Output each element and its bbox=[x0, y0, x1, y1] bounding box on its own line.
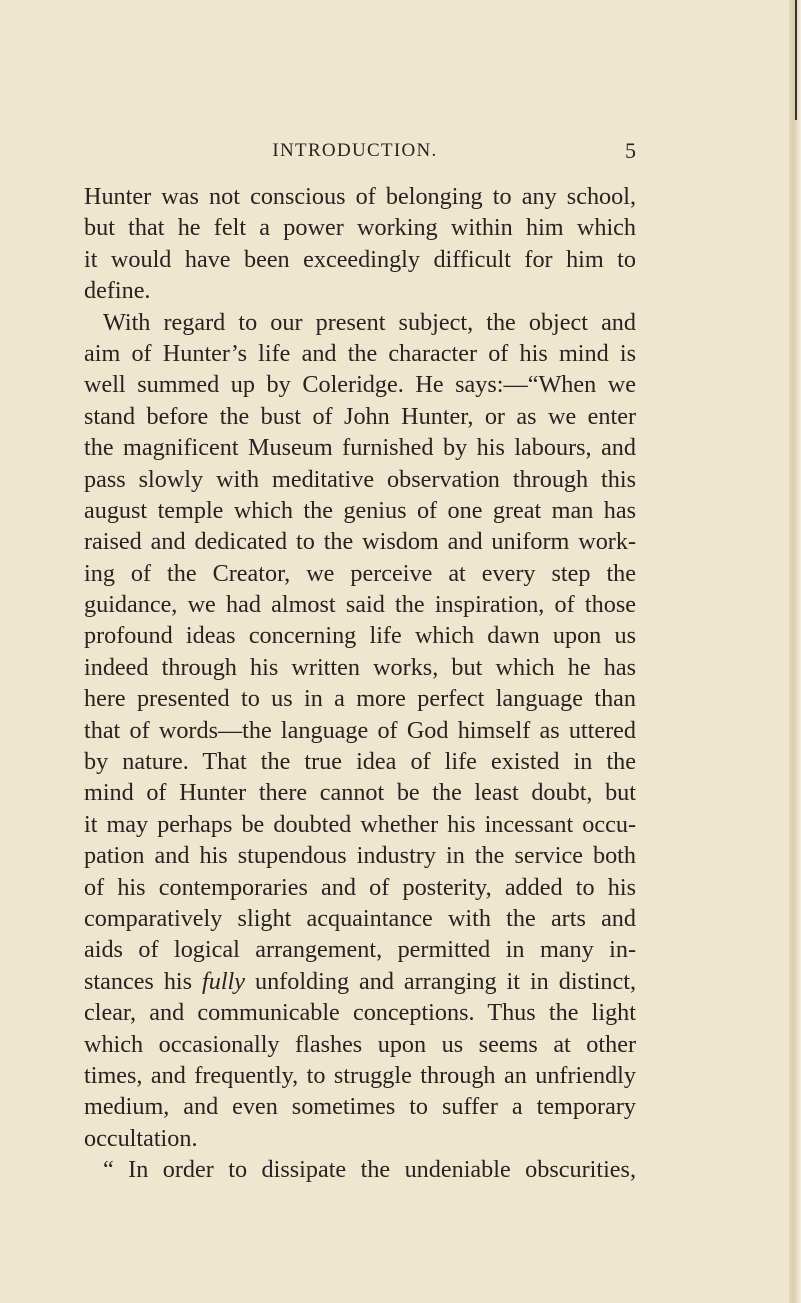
text-line: pass slowly with meditative observation through this bbox=[84, 465, 636, 493]
text-line: but that he felt a power working within him which bbox=[84, 214, 636, 242]
running-head-title: INTRODUCTION. bbox=[272, 140, 438, 161]
text-line: pation and his stupendous industry in the service both bbox=[84, 842, 636, 870]
text-line: times, and frequently, to struggle through an unfriendly bbox=[84, 1061, 636, 1089]
text-line: by nature. That the true idea of life existed in the bbox=[84, 748, 636, 776]
page-edge bbox=[789, 0, 801, 1303]
text-line: guidance, we had almost said the inspiration, of those bbox=[84, 591, 636, 619]
body-text bbox=[84, 181, 636, 1186]
text-line: mind of Hunter there cannot be the least doubt, but bbox=[84, 779, 636, 807]
text-line: occultation. bbox=[84, 1124, 198, 1152]
page-number: 5 bbox=[625, 138, 636, 163]
text-line: define. bbox=[84, 277, 151, 305]
text-line: clear, and communicable conceptions. Thus the light bbox=[84, 999, 636, 1027]
text-line: it may perhaps be doubted whether his incessant occu- bbox=[84, 810, 636, 838]
text-line: profound ideas concerning life which dawn upon us bbox=[84, 622, 636, 650]
text-line: raised and dedicated to the wisdom and uniform work- bbox=[84, 528, 636, 556]
paragraph-start-line: With regard to our present subject, the object and bbox=[103, 308, 636, 336]
text-line: stand before the bust of John Hunter, or as we enter bbox=[84, 402, 636, 430]
text-line: that of words—the language of God himself as uttered bbox=[84, 716, 636, 744]
running-head bbox=[74, 138, 636, 164]
page-edge-mark bbox=[795, 0, 797, 120]
text-line: august temple which the genius of one great man has bbox=[84, 496, 636, 524]
text-fragment: stances his bbox=[84, 967, 203, 995]
text-line: aim of Hunter’s life and the character of his mind is bbox=[84, 339, 636, 367]
text-line: medium, and even sometimes to suffer a temporary bbox=[84, 1093, 636, 1121]
text-line-with-emphasis bbox=[84, 966, 636, 997]
text-line: ing of the Creator, we perceive at every step the bbox=[84, 559, 636, 587]
text-line: comparatively slight acquaintance with the arts and bbox=[84, 904, 636, 932]
text-line: which occasionally flashes upon us seems at other bbox=[84, 1030, 636, 1058]
paragraph-start-line: “ In order to dissipate the undeniable obscurities, bbox=[103, 1156, 636, 1184]
text-line: of his contemporaries and of posterity, added to his bbox=[84, 873, 636, 901]
text-line: aids of logical arrangement, permitted in many in- bbox=[84, 936, 636, 964]
text-line: it would have been exceedingly difficult for him to bbox=[84, 245, 636, 273]
text-line: indeed through his written works, but which he has bbox=[84, 653, 636, 681]
text-line: the magnificent Museum furnished by his labours, and bbox=[84, 434, 636, 462]
text-fragment: unfolding and arranging it in distinct, bbox=[245, 967, 636, 995]
text-line: here presented to us in a more perfect language than bbox=[84, 685, 636, 713]
emphasized-word: fully bbox=[202, 967, 246, 995]
text-line: well summed up by Coleridge. He says:—“When we bbox=[84, 371, 636, 399]
text-line: Hunter was not conscious of belonging to any school, bbox=[84, 183, 636, 210]
